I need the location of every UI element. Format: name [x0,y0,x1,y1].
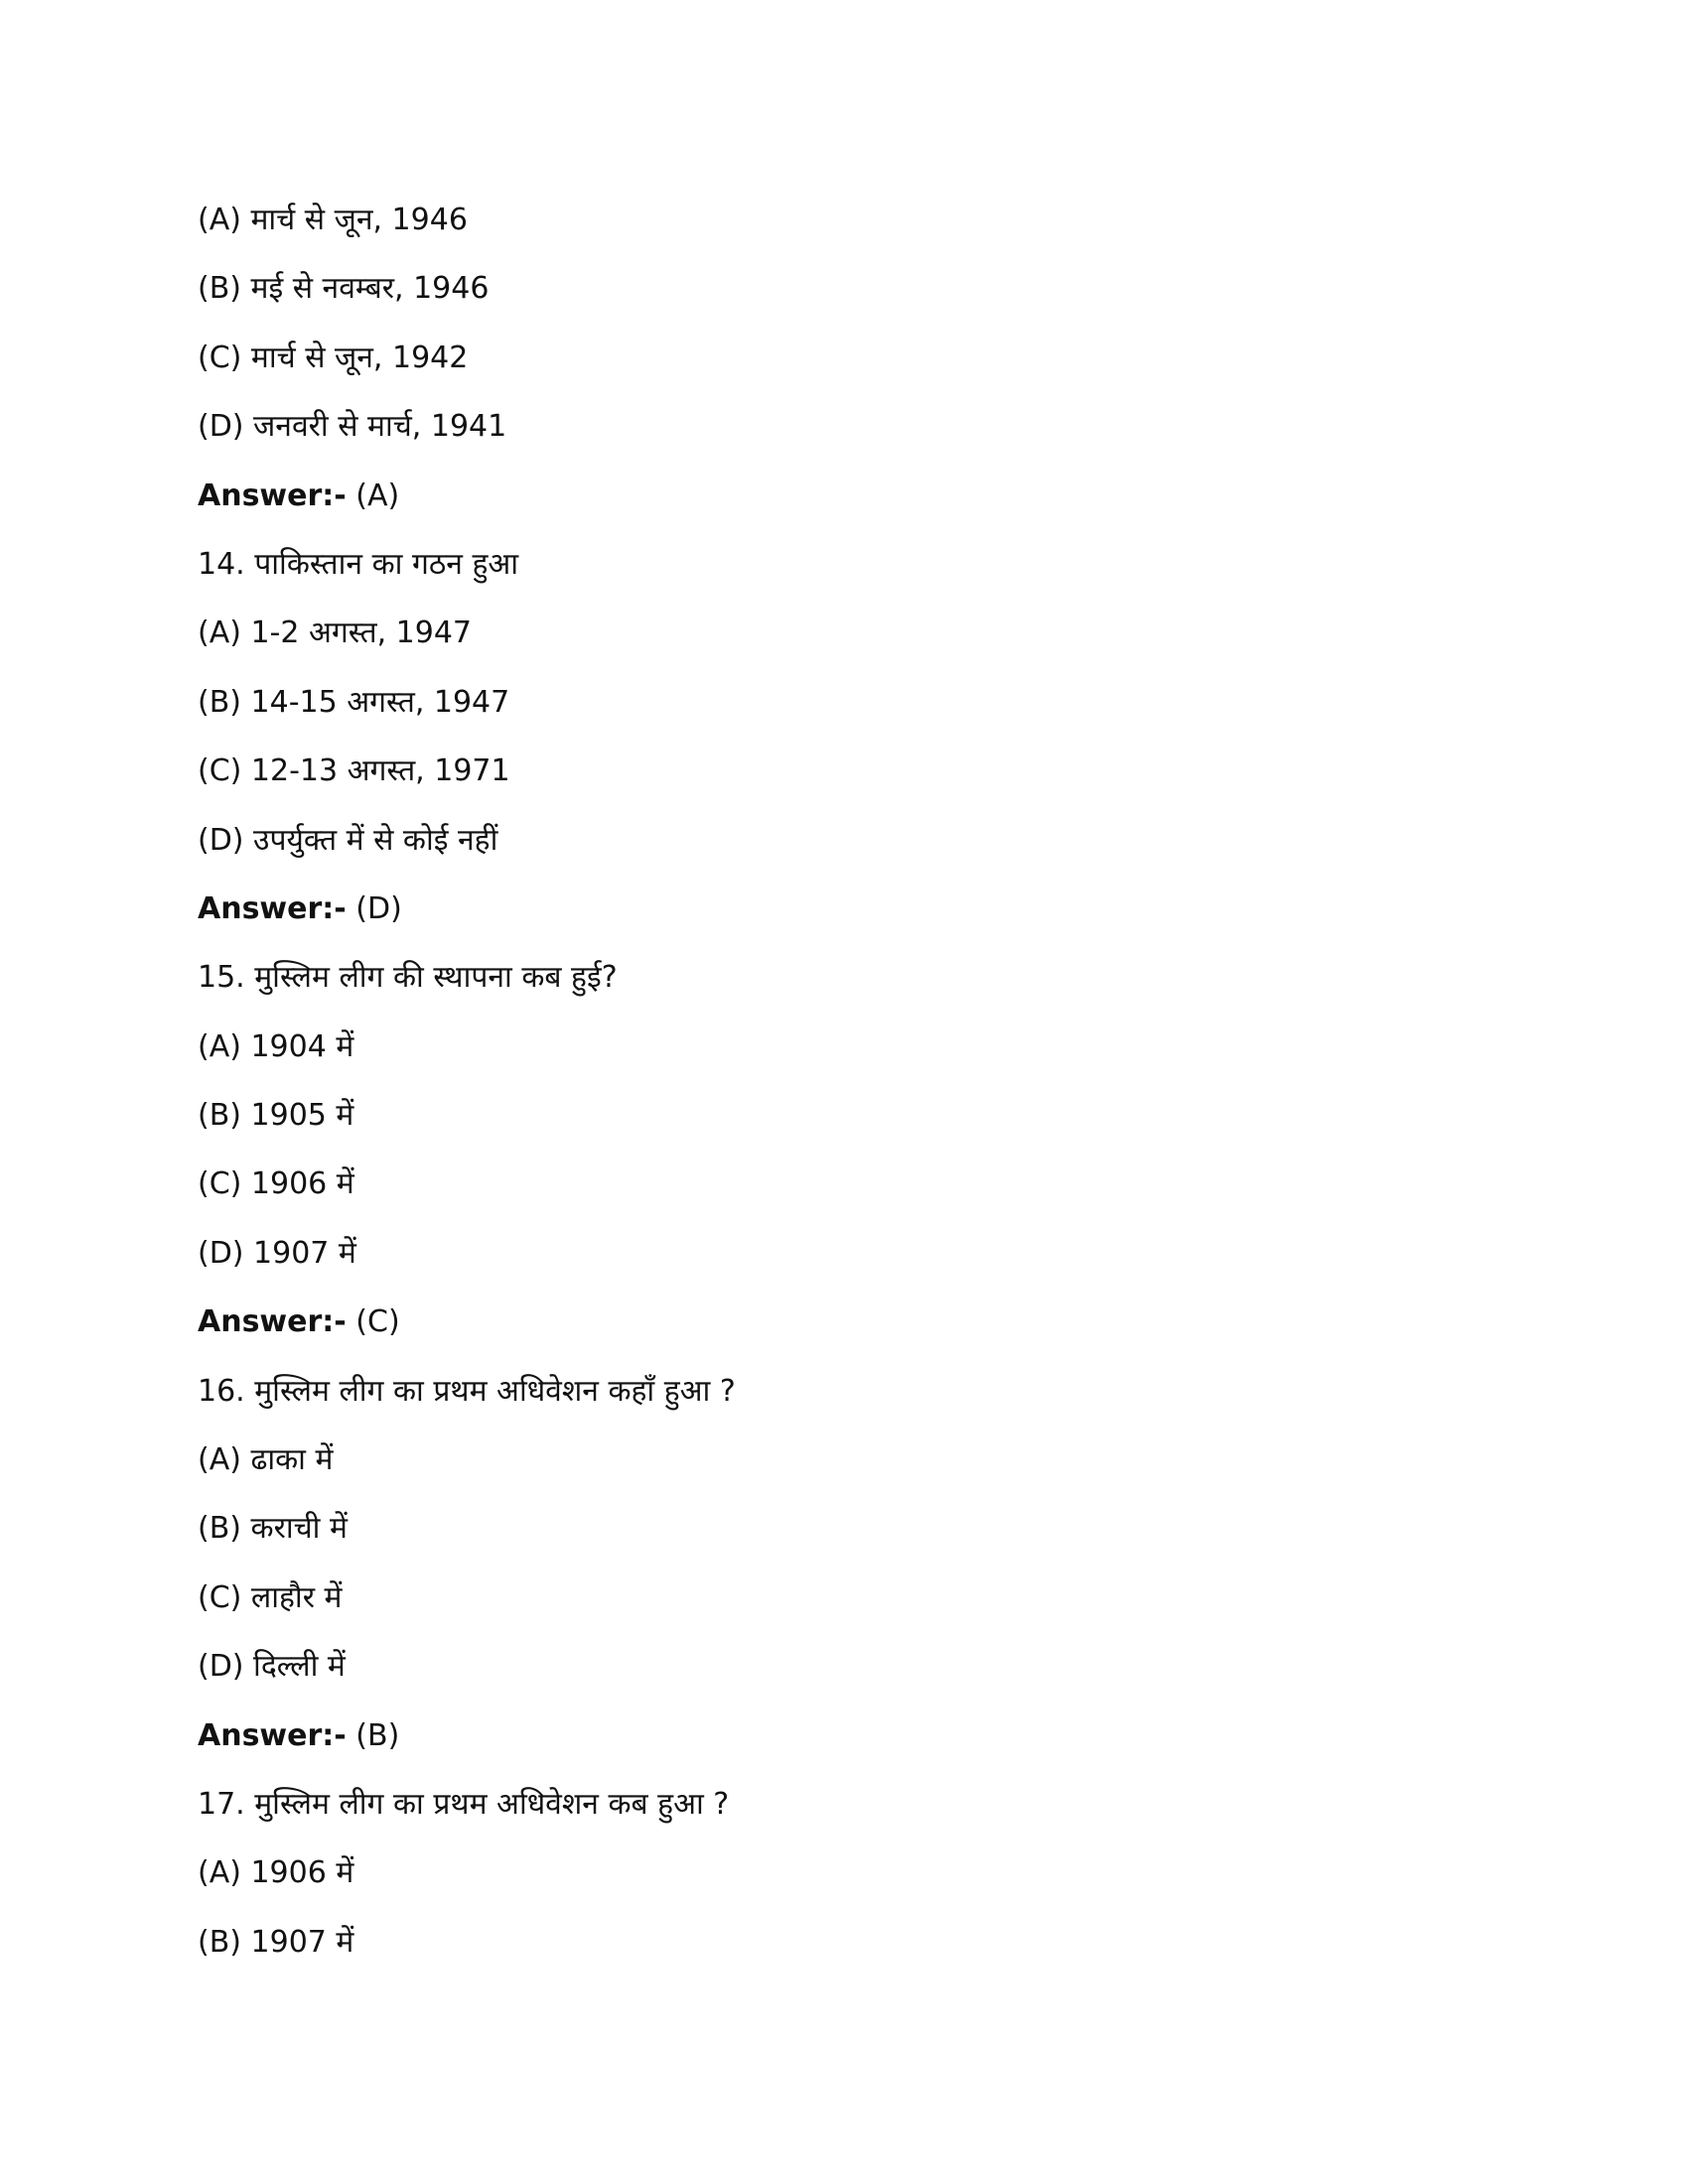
option-text: (D) दिल्ली में [198,1649,346,1685]
option-text: (A) 1906 में [198,1855,354,1891]
answer-line [198,1288,736,1356]
answer-label: Answer:- [198,478,347,513]
answer-value: (D) [346,890,402,926]
answer-label: Answer:- [198,1717,347,1753]
option-text: (D) जनवरी से मार्च, 1941 [198,409,507,445]
option-text: (D) 1907 में [198,1235,356,1271]
question-text: 14. पाकिस्तान का गठन हुआ [198,546,519,582]
option-text: (C) मार्च से जून, 1942 [198,340,469,375]
option-text: (A) मार्च से जून, 1946 [198,203,468,237]
question-text: 16. मुस्लिम लीग का प्रथम अधिवेशन कहाँ हुआ ? [198,1373,736,1409]
answer-label: Answer:- [198,1304,347,1340]
answer-value: (C) [346,1304,400,1340]
question-text: 17. मुस्लिम लीग का प्रथम अधिवेशन कब हुआ ? [198,1786,730,1822]
option-text: (A) 1-2 अगस्त, 1947 [198,615,473,651]
option-text: (C) 1906 में [198,1166,354,1202]
option-text: (B) 1907 में [198,1924,354,1960]
option-text: (A) 1904 में [198,1028,354,1064]
option-text: (C) 12-13 अगस्त, 1971 [198,753,510,789]
answer-line [198,1702,736,1770]
question-text: 15. मुस्लिम लीग की स्थापना कब हुई? [198,960,618,996]
answer-line [198,462,736,530]
answer-value: (A) [346,478,400,513]
answer-value: (B) [346,1717,400,1753]
option-text: (B) 14-15 अगस्त, 1947 [198,684,510,720]
answer-line [198,875,736,943]
option-text: (B) कराची में [198,1511,348,1547]
option-text: (D) उपर्युक्त में से कोई नहीं [198,822,498,858]
option-text: (A) ढाका में [198,1442,334,1478]
answer-label: Answer:- [198,890,347,926]
option-text: (C) लाहौर में [198,1579,343,1615]
option-text: (B) मई से नवम्बर, 1946 [198,271,490,307]
option-text: (B) 1905 में [198,1098,354,1134]
document-page [198,186,736,1977]
